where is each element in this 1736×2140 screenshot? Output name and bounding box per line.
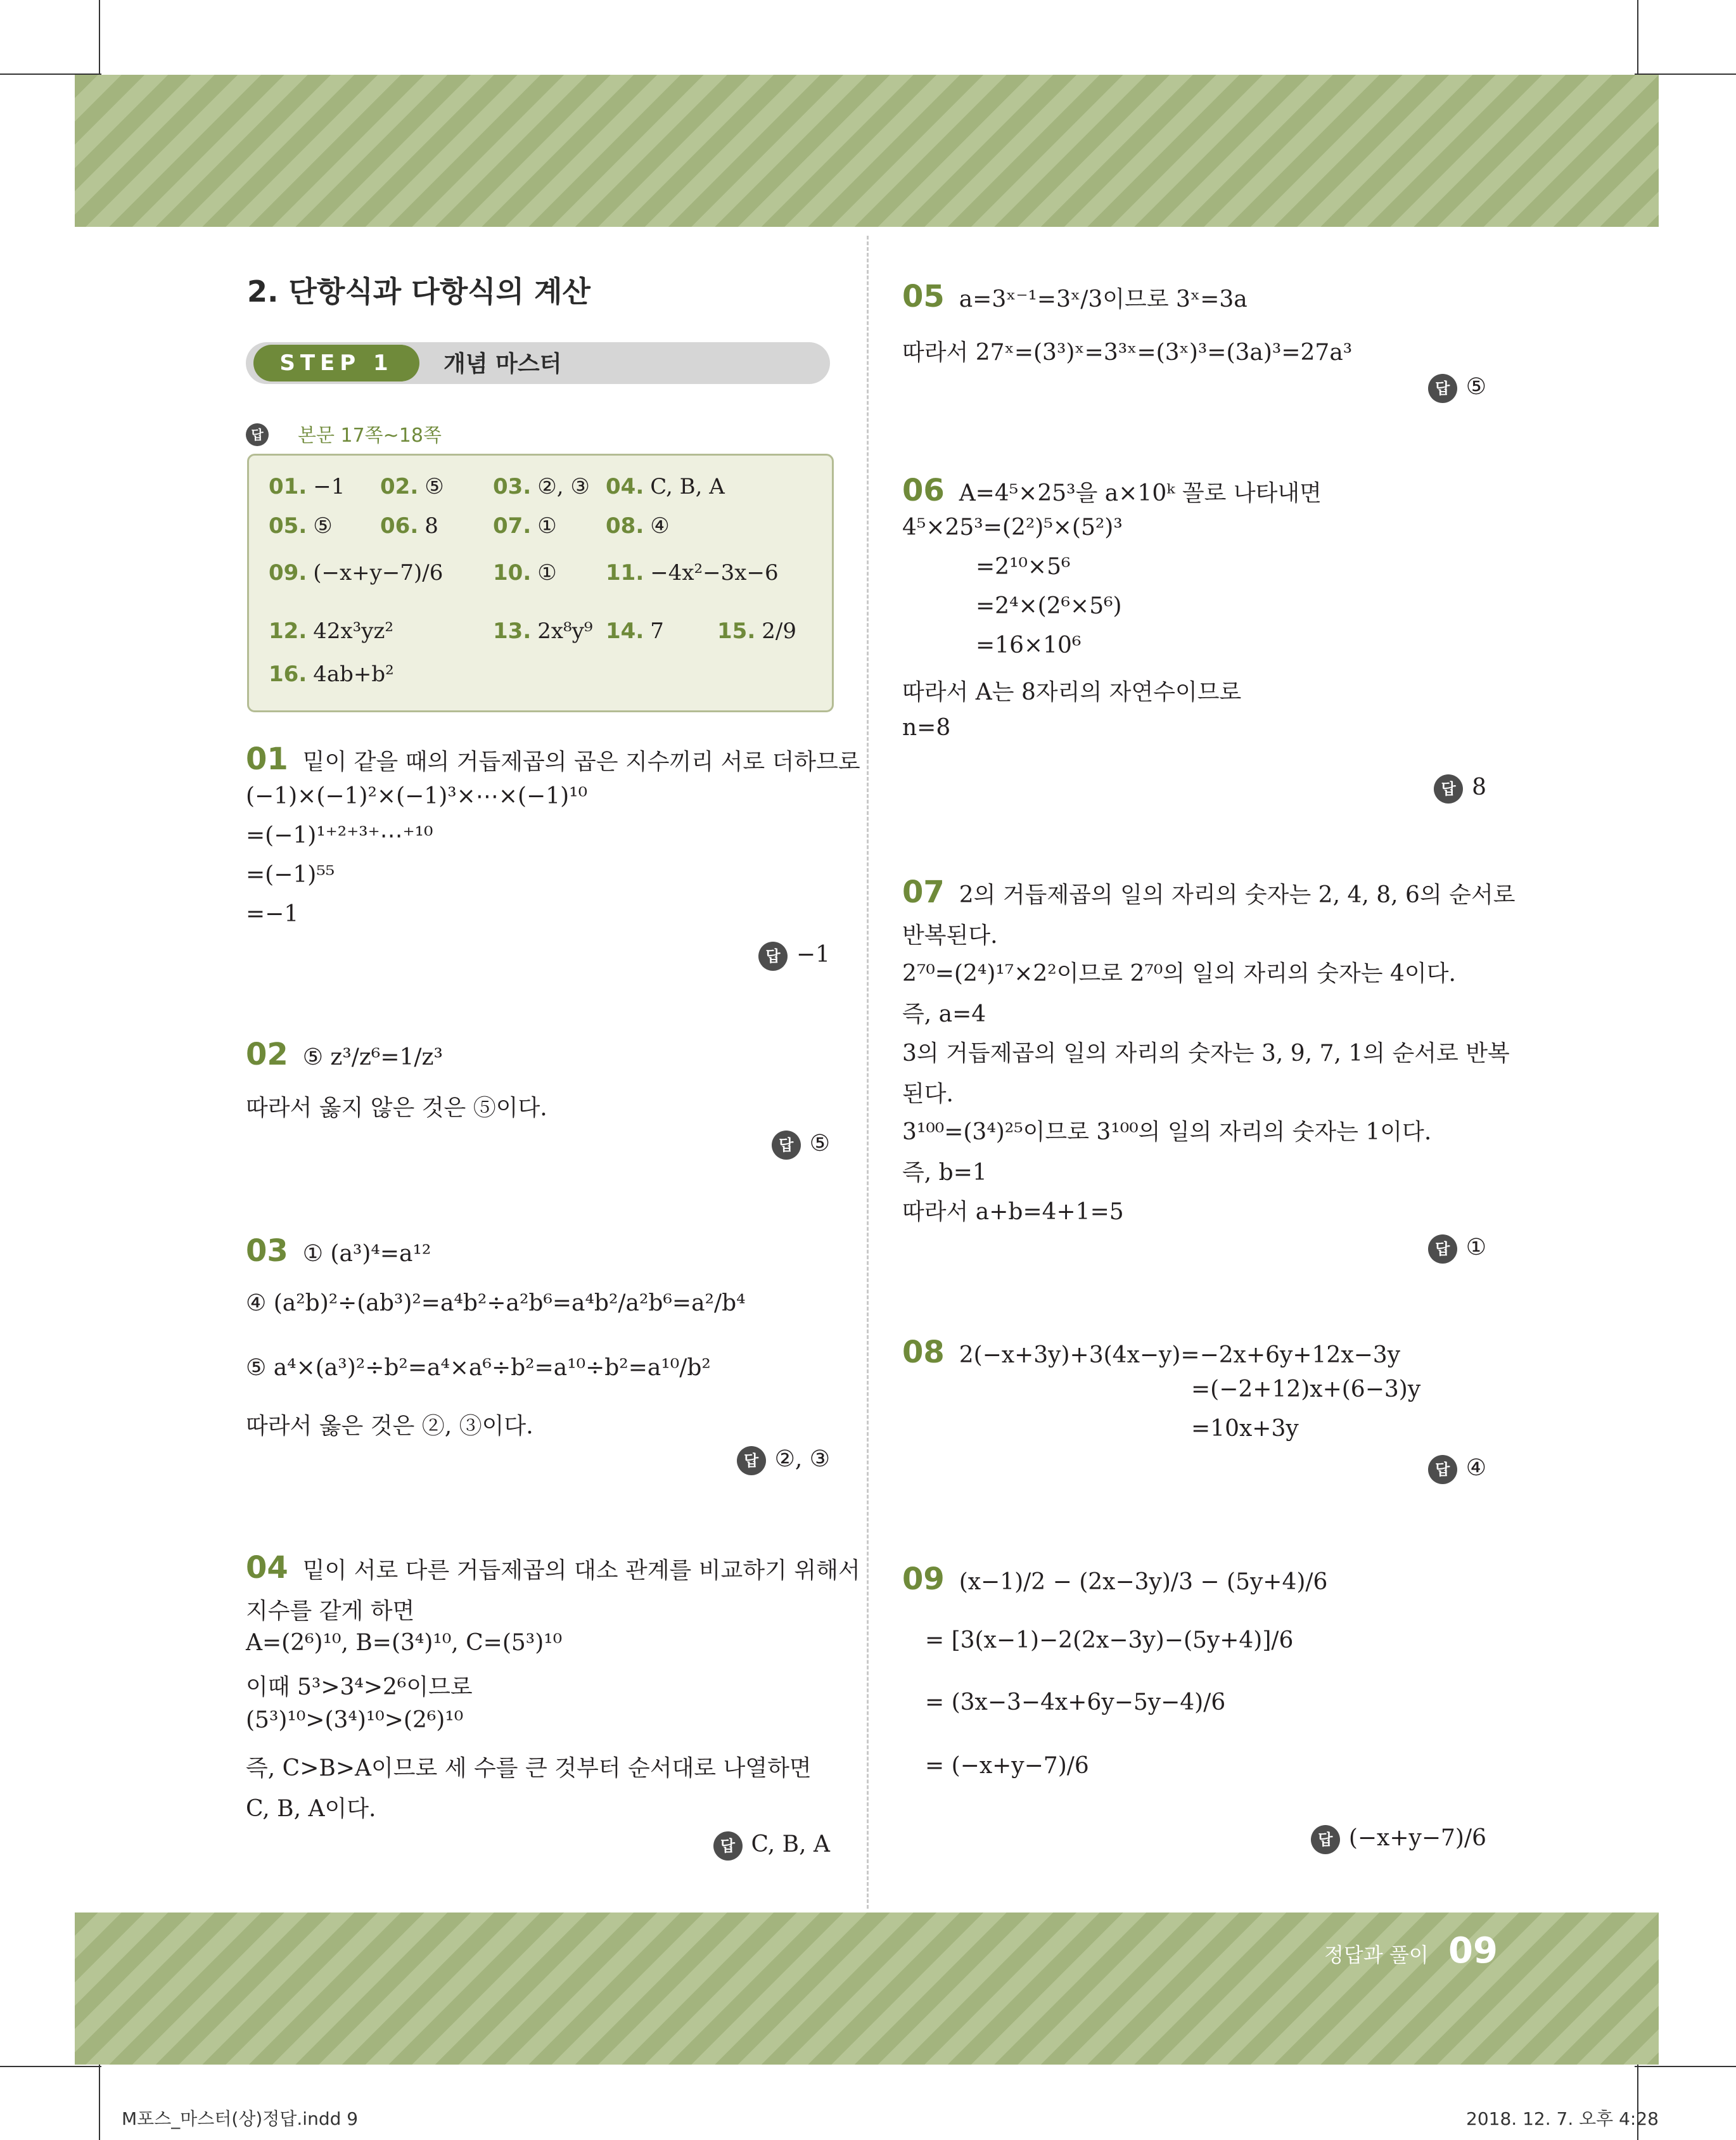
problem-01: 01 밑이 같을 때의 거듭제곱의 곱은 지수끼리 서로 더하므로	[246, 741, 860, 777]
solution-line: = (−x+y−7)/6	[925, 1753, 1089, 1779]
footer-band	[75, 1913, 1659, 2065]
quick-answer-heading: 본문 17쪽~18쪽	[298, 425, 442, 447]
answer: 답 C, B, A	[713, 1831, 831, 1861]
solution-line: 3의 거듭제곱의 일의 자리의 숫자는 3, 9, 7, 1의 순서로 반복	[902, 1041, 1510, 1067]
solution-line: 2⁷⁰=(2⁴)¹⁷×2²이므로 2⁷⁰의 일의 자리의 숫자는 4이다.	[902, 961, 1456, 987]
solution-line: =2⁴×(2⁶×5⁶)	[976, 593, 1122, 619]
header-band	[75, 75, 1659, 227]
solution-line: = [3(x−1)−2(2x−3y)−(5y+4)]/6	[925, 1627, 1294, 1653]
crop-mark	[1635, 2066, 1736, 2067]
step-title: 개념 마스터	[444, 351, 562, 377]
column-divider	[867, 236, 869, 1909]
solution-line: C, B, A이다.	[246, 1796, 376, 1822]
solution-line: =(−1)⁵⁵	[246, 862, 335, 888]
footer-label: 정답과 풀이	[1324, 1943, 1429, 1967]
solution-line: 즉, C>B>A이므로 세 수를 큰 것부터 순서대로 나열하면	[246, 1755, 812, 1781]
answer: 답 (−x+y−7)/6	[1311, 1825, 1486, 1854]
solution-line: ④ (a²b)²÷(ab³)²=a⁴b²÷a²b⁶=a⁴b²/a²b⁶=a²/b⁴	[246, 1290, 746, 1316]
solution-line: =−1	[246, 901, 299, 927]
answer-badge-label: 답	[251, 427, 264, 442]
quick-answer: 07. ①	[493, 513, 557, 539]
answer: 답 ⑤	[772, 1131, 830, 1160]
solution-line: (−1)×(−1)²×(−1)³×⋯×(−1)¹⁰	[246, 783, 588, 809]
solution-line: =(−1)¹⁺²⁺³⁺⋯⁺¹⁰	[246, 823, 433, 849]
quick-answer: 03. ②, ③	[493, 474, 590, 499]
quick-answer: 02. ⑤	[380, 474, 444, 499]
quick-answer: 12. 42x³yz²	[269, 618, 394, 644]
problem-06: 06 A=4⁵×25³을 a×10ᵏ 꼴로 나타내면	[902, 473, 1322, 508]
problem-04: 04 밑이 서로 다른 거듭제곱의 대소 관계를 비교하기 위해서	[246, 1550, 860, 1586]
quick-answer: 05. ⑤	[269, 513, 333, 539]
quick-answer: 13. 2x⁸y⁹	[493, 618, 593, 644]
solution-line: =2¹⁰×5⁶	[976, 554, 1071, 580]
pencil-icon	[246, 423, 269, 446]
solution-line: 따라서 옳은 것은 ②, ③이다.	[246, 1413, 533, 1439]
problem-03: 03 ① (a³)⁴=a¹²	[246, 1233, 431, 1269]
solution-line: 즉, b=1	[902, 1160, 987, 1186]
crop-mark	[0, 2066, 101, 2067]
solution-line: 3¹⁰⁰=(3⁴)²⁵이므로 3¹⁰⁰의 일의 자리의 숫자는 1이다.	[902, 1119, 1432, 1145]
answer: 답 ④	[1428, 1455, 1486, 1484]
answer: 답 ②, ③	[737, 1446, 830, 1475]
quick-answer: 11. −4x²−3x−6	[606, 560, 779, 586]
section-title: 2. 단항식과 다항식의 계산	[247, 274, 590, 309]
problem-07: 07 2의 거듭제곱의 일의 자리의 숫자는 2, 4, 8, 6의 순서로	[902, 875, 1516, 910]
quick-answer: 04. C, B, A	[606, 474, 725, 499]
step-label: STEP 1	[253, 345, 419, 381]
solution-line: A=(2⁶)¹⁰, B=(3⁴)¹⁰, C=(5³)¹⁰	[246, 1630, 563, 1656]
problem-02: 02 ⑤ z³/z⁶=1/z³	[246, 1037, 443, 1072]
solution-line: 된다.	[902, 1081, 954, 1107]
answer: 답 8	[1434, 774, 1486, 804]
solution-line: =10x+3y	[1191, 1416, 1299, 1442]
quick-answer: 08. ④	[606, 513, 670, 539]
answer: 답 ①	[1428, 1234, 1486, 1264]
solution-line: 따라서 a+b=4+1=5	[902, 1199, 1124, 1225]
quick-answer: 15. 2/9	[717, 618, 796, 644]
solution-line: (5³)¹⁰>(3⁴)¹⁰>(2⁶)¹⁰	[246, 1707, 464, 1733]
solution-line: ⑤ a⁴×(a³)²÷b²=a⁴×a⁶÷b²=a¹⁰÷b²=a¹⁰/b²	[246, 1355, 711, 1381]
problem-08: 08 2(−x+3y)+3(4x−y)=−2x+6y+12x−3y	[902, 1335, 1401, 1370]
answer: 답 −1	[758, 942, 830, 971]
slug-date: 2018. 12. 7. 오후 4:28	[1466, 2108, 1659, 2129]
quick-answer: 09. (−x+y−7)/6	[269, 560, 444, 586]
page-number: 09	[1448, 1930, 1498, 1971]
quick-answer: 10. ①	[493, 560, 557, 586]
solution-line: 따라서 27ˣ=(3³)ˣ=3³ˣ=(3ˣ)³=(3a)³=27a³	[902, 340, 1353, 366]
solution-line: = (3x−3−4x+6y−5y−4)/6	[925, 1689, 1226, 1715]
solution-line: 이때 5³>3⁴>2⁶이므로	[246, 1674, 473, 1700]
solution-line: 4⁵×25³=(2²)⁵×(5²)³	[902, 515, 1123, 541]
quick-answer: 06. 8	[380, 513, 438, 539]
solution-line: n=8	[902, 715, 951, 741]
solution-line: =(−2+12)x+(6−3)y	[1191, 1376, 1421, 1402]
answer: 답 ⑤	[1428, 374, 1486, 403]
solution-line: 따라서 A는 8자리의 자연수이므로	[902, 679, 1242, 705]
problem-05: 05 a=3ˣ⁻¹=3ˣ/3이므로 3ˣ=3a	[902, 279, 1248, 314]
solution-line: =16×10⁶	[976, 632, 1082, 658]
quick-answer: 01. −1	[269, 474, 345, 499]
solution-line: 즉, a=4	[902, 1001, 986, 1027]
quick-answer: 16. 4ab+b²	[269, 662, 394, 687]
solution-line: 반복된다.	[902, 923, 998, 949]
slug-file: M포스_마스터(상)정답.indd 9	[122, 2108, 359, 2129]
quick-answer: 14. 7	[606, 618, 664, 644]
solution-line: 따라서 옳지 않은 것은 ⑤이다.	[246, 1095, 547, 1121]
problem-09: 09 (x−1)/2 − (2x−3y)/3 − (5y+4)/6	[902, 1561, 1328, 1597]
solution-line: 지수를 같게 하면	[246, 1598, 415, 1624]
